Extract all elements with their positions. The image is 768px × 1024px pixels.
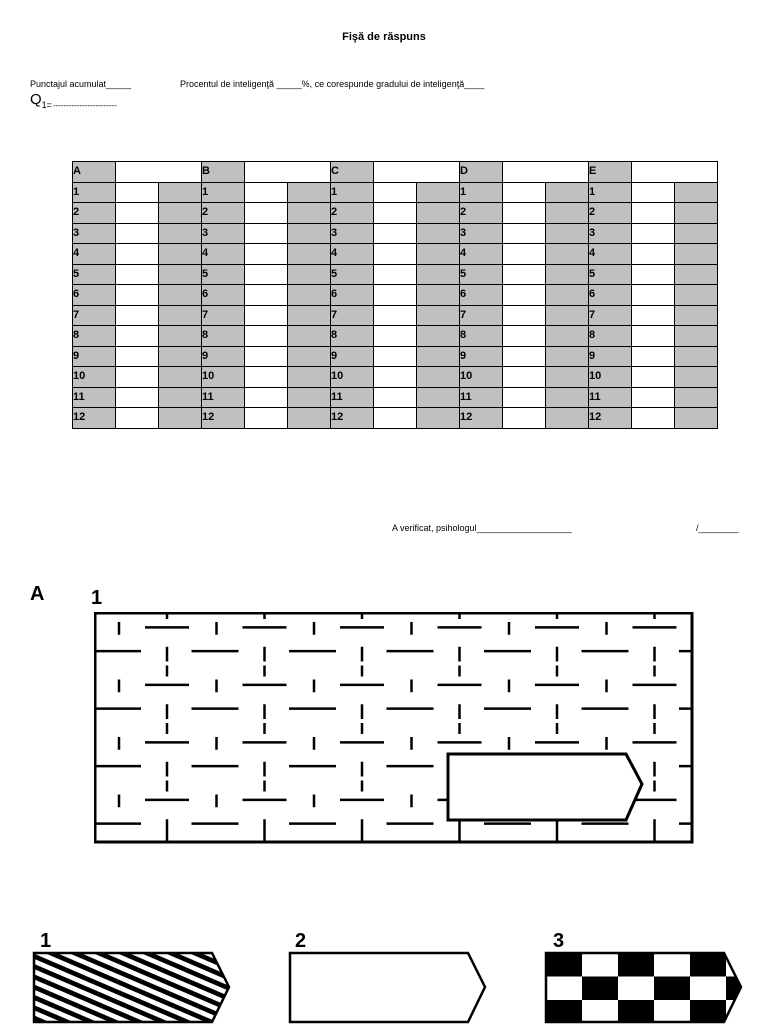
answer-cell[interactable] — [503, 244, 546, 265]
row-number: 7 — [202, 305, 245, 326]
section-header-blank — [632, 162, 718, 183]
answer-cell[interactable] — [374, 408, 417, 429]
table-row — [73, 367, 718, 388]
table-row — [73, 244, 718, 265]
answer-cell[interactable] — [503, 408, 546, 429]
row-number: 11 — [589, 387, 632, 408]
q-dashes: ------------------------ — [52, 101, 117, 110]
score-cell — [546, 285, 589, 306]
answer-cell[interactable] — [632, 326, 675, 347]
row-number: 10 — [331, 367, 374, 388]
section-header-a: A — [73, 162, 116, 183]
section-header-blank — [374, 162, 460, 183]
score-cell — [675, 244, 718, 265]
check-square — [618, 953, 654, 977]
row-number: 9 — [73, 346, 116, 367]
answer-cell[interactable] — [374, 223, 417, 244]
answer-cell[interactable] — [632, 182, 675, 203]
answer-cell[interactable] — [116, 408, 159, 429]
score-cell — [675, 182, 718, 203]
section-header-d: D — [460, 162, 503, 183]
row-number: 7 — [73, 305, 116, 326]
answer-cell[interactable] — [374, 203, 417, 224]
row-number: 4 — [589, 244, 632, 265]
answer-cell[interactable] — [116, 387, 159, 408]
table-row — [73, 285, 718, 306]
row-number: 5 — [460, 264, 503, 285]
score-cell — [417, 387, 460, 408]
answer-cell[interactable] — [245, 367, 288, 388]
answer-cell[interactable] — [245, 387, 288, 408]
row-number: 5 — [202, 264, 245, 285]
answer-cell[interactable] — [632, 244, 675, 265]
row-number: 3 — [202, 223, 245, 244]
answer-cell[interactable] — [503, 223, 546, 244]
score-cell — [546, 182, 589, 203]
row-number: 6 — [331, 285, 374, 306]
answer-cell[interactable] — [245, 223, 288, 244]
row-number: 5 — [73, 264, 116, 285]
row-number: 2 — [589, 203, 632, 224]
score-cell — [546, 346, 589, 367]
section-header-e: E — [589, 162, 632, 183]
answer-cell[interactable] — [632, 387, 675, 408]
table-row — [73, 305, 718, 326]
row-number: 11 — [331, 387, 374, 408]
row-number: 6 — [460, 285, 503, 306]
answer-cell[interactable] — [374, 305, 417, 326]
row-number: 10 — [202, 367, 245, 388]
table-row — [73, 264, 718, 285]
answer-cell[interactable] — [116, 326, 159, 347]
row-number: 9 — [460, 346, 503, 367]
row-number: 11 — [73, 387, 116, 408]
score-cell — [546, 203, 589, 224]
score-cell — [159, 182, 202, 203]
row-number: 3 — [460, 223, 503, 244]
row-number: 4 — [331, 244, 374, 265]
section-header-c: C — [331, 162, 374, 183]
answer-cell[interactable] — [503, 367, 546, 388]
answer-cell[interactable] — [374, 285, 417, 306]
option-2-number: 2 — [295, 930, 307, 952]
score-cell — [675, 387, 718, 408]
row-number: 3 — [331, 223, 374, 244]
score-cell — [417, 203, 460, 224]
score-cell — [675, 203, 718, 224]
row-number: 10 — [460, 367, 503, 388]
table-row — [73, 387, 718, 408]
row-number: 2 — [460, 203, 503, 224]
score-cell — [288, 264, 331, 285]
answer-cell[interactable] — [245, 264, 288, 285]
missing-piece-outline — [448, 754, 642, 820]
row-number: 6 — [202, 285, 245, 306]
option-3-number: 3 — [553, 930, 565, 952]
row-number: 6 — [589, 285, 632, 306]
answer-cell[interactable] — [503, 326, 546, 347]
score-cell — [288, 408, 331, 429]
row-number: 12 — [202, 408, 245, 429]
row-number: 12 — [460, 408, 503, 429]
score-cell — [288, 367, 331, 388]
score-cell — [546, 305, 589, 326]
check-square — [582, 977, 618, 1001]
score-cell — [546, 223, 589, 244]
answer-cell[interactable] — [503, 387, 546, 408]
option-2-blank-piece[interactable] — [288, 951, 488, 1024]
answer-cell[interactable] — [116, 223, 159, 244]
answer-cell[interactable] — [245, 305, 288, 326]
option-1-stripes — [32, 951, 232, 1024]
answer-cell[interactable] — [245, 408, 288, 429]
score-cell — [546, 367, 589, 388]
score-cell — [159, 264, 202, 285]
score-cell — [546, 326, 589, 347]
answer-cell[interactable] — [374, 182, 417, 203]
row-number: 2 — [73, 203, 116, 224]
row-number: 1 — [331, 182, 374, 203]
answer-cell[interactable] — [374, 264, 417, 285]
row-number: 6 — [73, 285, 116, 306]
answer-cell[interactable] — [503, 346, 546, 367]
answer-cell[interactable] — [503, 305, 546, 326]
option-3-checkered-piece[interactable] — [544, 951, 744, 1024]
option-1-striped-piece[interactable] — [32, 951, 232, 1024]
q-letter: Q — [30, 91, 42, 108]
score-cell — [675, 223, 718, 244]
answer-cell[interactable] — [116, 244, 159, 265]
q1-field — [30, 91, 117, 110]
answer-cell[interactable] — [245, 285, 288, 306]
answer-cell[interactable] — [374, 367, 417, 388]
row-number: 7 — [589, 305, 632, 326]
score-cell — [159, 387, 202, 408]
row-number: 10 — [589, 367, 632, 388]
row-number: 12 — [331, 408, 374, 429]
verified-by-field: A verificat, psihologul___________________ — [392, 523, 572, 533]
check-square — [618, 1000, 654, 1024]
check-square — [690, 953, 726, 977]
score-cell — [417, 305, 460, 326]
puzzle-pattern-figure — [94, 612, 694, 844]
row-number: 9 — [331, 346, 374, 367]
row-number: 11 — [202, 387, 245, 408]
score-cell — [159, 326, 202, 347]
answer-cell[interactable] — [245, 346, 288, 367]
row-number: 10 — [73, 367, 116, 388]
item-number: 1 — [91, 587, 103, 609]
row-number: 9 — [589, 346, 632, 367]
table-row — [73, 408, 718, 429]
score-cell — [675, 346, 718, 367]
answer-cell[interactable] — [245, 203, 288, 224]
score-cell — [675, 326, 718, 347]
score-cell — [159, 367, 202, 388]
section-letter: A — [30, 583, 45, 605]
score-cell — [417, 367, 460, 388]
table-row — [73, 326, 718, 347]
score-cell — [675, 264, 718, 285]
answer-cell[interactable] — [632, 408, 675, 429]
row-number: 1 — [202, 182, 245, 203]
page-title: Fişă de răspuns — [342, 31, 426, 43]
answer-cell[interactable] — [632, 203, 675, 224]
score-cell — [417, 408, 460, 429]
score-cell — [288, 203, 331, 224]
answer-table-header-row — [73, 162, 718, 183]
answer-cell[interactable] — [374, 326, 417, 347]
answer-cell[interactable] — [503, 285, 546, 306]
score-cell — [288, 223, 331, 244]
table-row — [73, 203, 718, 224]
answer-cell[interactable] — [374, 346, 417, 367]
score-cell — [288, 244, 331, 265]
score-cell — [546, 408, 589, 429]
section-header-blank — [116, 162, 202, 183]
row-number: 11 — [460, 387, 503, 408]
answer-cell[interactable] — [116, 305, 159, 326]
answer-cell[interactable] — [245, 182, 288, 203]
row-number: 12 — [589, 408, 632, 429]
row-number: 9 — [202, 346, 245, 367]
row-number: 12 — [73, 408, 116, 429]
answer-cell[interactable] — [116, 264, 159, 285]
table-row — [73, 346, 718, 367]
answer-cell[interactable] — [374, 387, 417, 408]
row-number: 2 — [331, 203, 374, 224]
answer-cell[interactable] — [632, 264, 675, 285]
row-number: 8 — [202, 326, 245, 347]
row-number: 8 — [589, 326, 632, 347]
option-3-checks — [546, 953, 744, 1024]
score-cell — [159, 305, 202, 326]
answer-cell[interactable] — [503, 203, 546, 224]
answer-cell[interactable] — [632, 346, 675, 367]
answer-cell[interactable] — [245, 244, 288, 265]
score-cell — [288, 182, 331, 203]
score-cell — [675, 408, 718, 429]
row-number: 1 — [589, 182, 632, 203]
score-cell — [675, 285, 718, 306]
row-number: 5 — [331, 264, 374, 285]
score-cell — [159, 244, 202, 265]
row-number: 4 — [202, 244, 245, 265]
row-number: 4 — [460, 244, 503, 265]
answer-cell[interactable] — [503, 182, 546, 203]
check-square — [546, 1000, 582, 1024]
score-cell — [288, 326, 331, 347]
q-subscript: 1= — [41, 100, 52, 110]
answer-cell[interactable] — [245, 326, 288, 347]
answer-cell[interactable] — [632, 367, 675, 388]
row-number: 8 — [73, 326, 116, 347]
answer-cell[interactable] — [116, 182, 159, 203]
score-cell — [288, 387, 331, 408]
section-header-b: B — [202, 162, 245, 183]
row-number: 2 — [202, 203, 245, 224]
score-cell — [288, 285, 331, 306]
answer-cell[interactable] — [632, 305, 675, 326]
table-row — [73, 223, 718, 244]
row-number: 4 — [73, 244, 116, 265]
row-number: 8 — [460, 326, 503, 347]
answer-cell[interactable] — [116, 367, 159, 388]
score-cell — [159, 223, 202, 244]
score-field: Punctajul acumulat_____ — [30, 79, 132, 89]
score-cell — [675, 305, 718, 326]
section-header-blank — [503, 162, 589, 183]
check-square — [546, 953, 582, 977]
score-cell — [417, 223, 460, 244]
date-field: /________ — [696, 523, 739, 533]
score-cell — [675, 367, 718, 388]
score-cell — [159, 408, 202, 429]
row-number: 3 — [589, 223, 632, 244]
score-cell — [417, 285, 460, 306]
section-header-blank — [245, 162, 331, 183]
percent-field: Procentul de inteligenţă _____%, ce corespunde gradului de inteligenţă____ — [180, 79, 485, 89]
check-square — [654, 977, 690, 1001]
score-cell — [288, 346, 331, 367]
score-cell — [417, 326, 460, 347]
row-number: 3 — [73, 223, 116, 244]
answer-table — [72, 161, 718, 429]
option-1-number: 1 — [40, 930, 52, 952]
row-number: 8 — [331, 326, 374, 347]
answer-cell[interactable] — [503, 264, 546, 285]
score-cell — [417, 264, 460, 285]
table-row — [73, 182, 718, 203]
answer-cell[interactable] — [632, 223, 675, 244]
score-cell — [417, 244, 460, 265]
answer-cell[interactable] — [116, 285, 159, 306]
score-cell — [288, 305, 331, 326]
row-number: 5 — [589, 264, 632, 285]
score-cell — [417, 346, 460, 367]
answer-cell[interactable] — [374, 244, 417, 265]
row-number: 1 — [460, 182, 503, 203]
score-cell — [546, 264, 589, 285]
score-cell — [159, 203, 202, 224]
row-number: 7 — [331, 305, 374, 326]
score-cell — [159, 285, 202, 306]
score-cell — [546, 387, 589, 408]
answer-cell[interactable] — [116, 346, 159, 367]
score-cell — [417, 182, 460, 203]
answer-cell[interactable] — [116, 203, 159, 224]
row-number: 7 — [460, 305, 503, 326]
score-cell — [159, 346, 202, 367]
score-cell — [546, 244, 589, 265]
answer-cell[interactable] — [632, 285, 675, 306]
row-number: 1 — [73, 182, 116, 203]
check-square — [690, 1000, 726, 1024]
